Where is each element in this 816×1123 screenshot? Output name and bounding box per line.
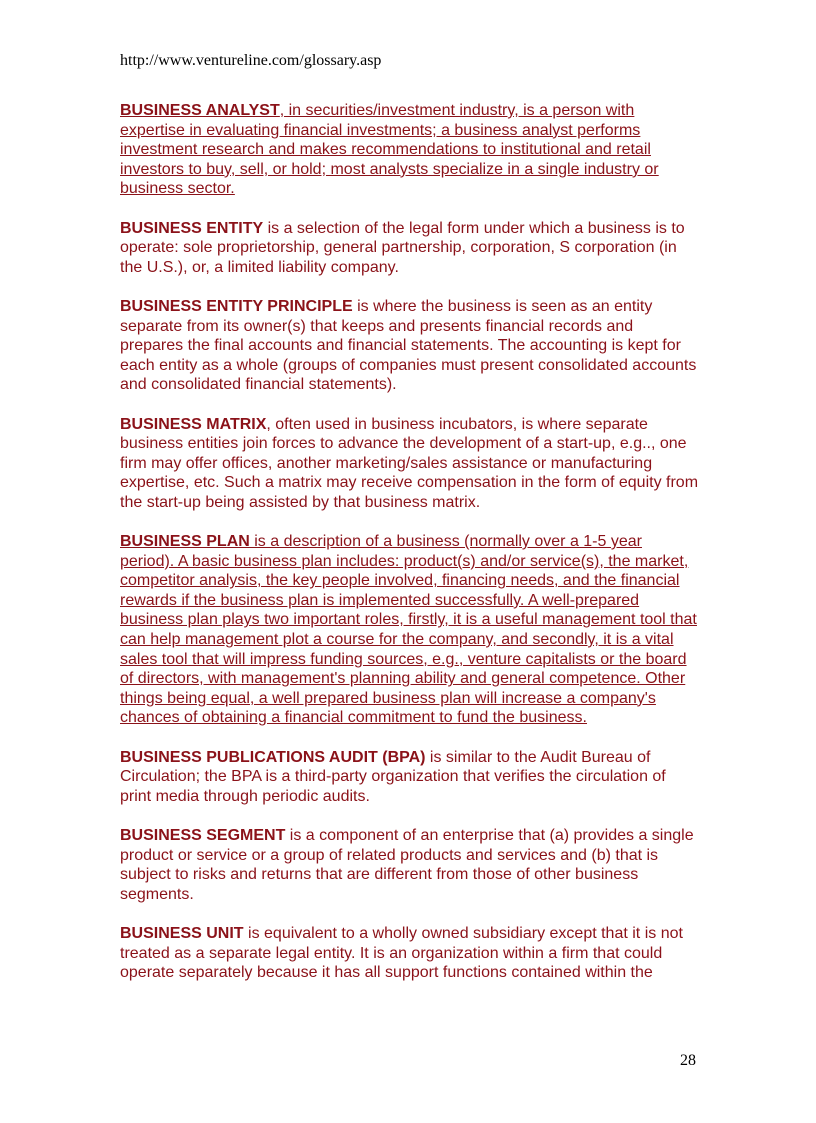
entry-term: BUSINESS ENTITY [120,219,264,237]
glossary-entry-business-entity-principle [120,297,700,395]
entry-term: BUSINESS PLAN [120,533,250,551]
entry-definition: is a description of a business (normally over a 1-5 year period). A basic business plan includes: product(s) and/or service(s), the market, competitor analysis, the key people involved, financing needs, and the financial rewards if the business plan is implemented successfully. A well-prepared business plan plays two important roles, firstly, it is a useful management tool that can help management plot a course for the company, and secondly, it is a vital sales tool that will impress funding sources, e.g., venture capitalists or the board of directors, with management's planning ability and general competence. Other things being equal, a well prepared business plan will increase a company's chances of obtaining a financial commitment to fund the business. [120,533,697,727]
glossary-entry-business-segment [120,826,700,904]
glossary-entry-business-unit [120,924,700,983]
page-number: 28 [680,1052,696,1069]
entry-definition: , often used in business incubators, is where separate business entities join forces to advance the development of a start-up, e.g.., one firm may offer offices, another marketing/sales assistance or manufacturing expertise, etc. Such a matrix may receive compensation in the form of equity from the start-up being assisted by that business matrix. [120,415,699,511]
glossary-entry-business-analyst[interactable] [120,101,700,199]
glossary-entry-business-publications-audit [120,748,700,807]
glossary-content [120,101,700,1002]
source-url: http://www.ventureline.com/glossary.asp [120,52,382,69]
glossary-entry-business-plan[interactable] [120,532,700,728]
glossary-entry-business-entity [120,219,700,278]
entry-definition: , in securities/investment industry, is a person with expertise in evaluating financial investments; a business analyst performs investment research and makes recommendations to institutional and retail investors to buy, sell, or hold; most analysts specialize in a single industry or business sector. [120,102,659,198]
entry-term: BUSINESS ANALYST [120,102,280,119]
entry-definition: is equivalent to a wholly owned subsidiary except that it is not treated as a separate legal entity. It is an organization within a firm that could operate separately because it has all support functions contained within the [120,924,683,982]
entry-term: BUSINESS SEGMENT [120,826,286,844]
entry-term: BUSINESS MATRIX [120,415,267,433]
entry-definition: is a selection of the legal form under which a business is to operate: sole proprietorship, general partnership, corporation, S corporation (in the U.S.), or, a limited liability company. [120,219,685,276]
glossary-entry-business-matrix [120,415,700,513]
entry-definition: is a component of an enterprise that (a) provides a single product or service or a group of related products and services and (b) that is subject to risks and returns that are different from those of other business segments. [120,826,694,903]
entry-definition: is where the business is seen as an entity separate from its owner(s) that keeps and presents financial records and prepares the final accounts and financial statements. The accounting is kept for each entity as a whole (groups of companies must present consolidated accounts and consolidated financial statements). [120,297,697,394]
entry-definition: is similar to the Audit Bureau of Circulation; the BPA is a third-party organization that verifies the circulation of print media through periodic audits. [120,748,666,805]
entry-term: BUSINESS UNIT [120,924,244,942]
entry-term: BUSINESS PUBLICATIONS AUDIT (BPA) [120,748,426,766]
entry-term: BUSINESS ENTITY PRINCIPLE [120,297,353,315]
